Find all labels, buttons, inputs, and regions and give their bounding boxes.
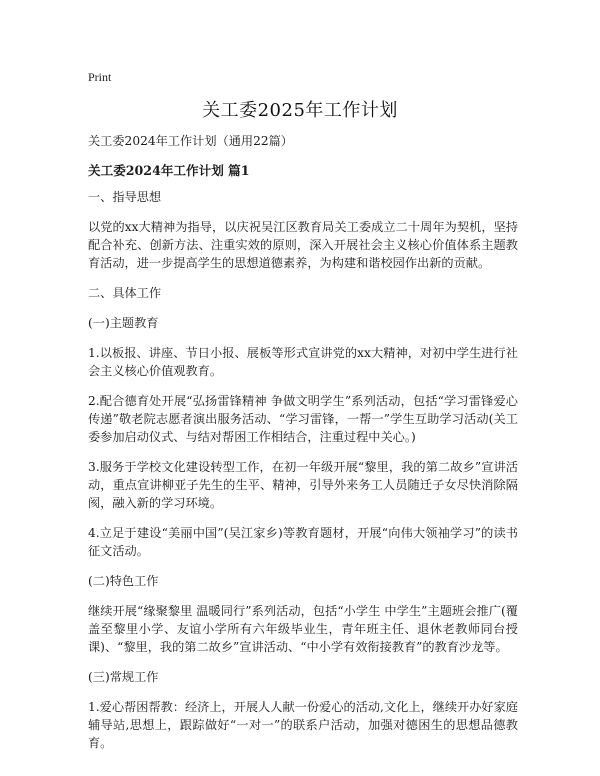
paragraph-featured-work: 继续开展“缘聚黎里 温暖同行”系列活动，包括“小学生 中学生”主题班会推广(覆盖至黎里小学、友谊小学所有六年级毕业生，青年班主任、退休老教师同台授课)、“黎里，我的第二故乡”宣讲活动、“中小学有效衔接教育”的教育沙龙等。 [88,604,518,654]
paragraph-item-3: 3.服务于学校文化建设转型工作，在初一年级开展“黎里，我的第二故乡”宣讲活动，重点宣讲柳亚子先生的生平、精神，引导外来务工人员随迁子女尽快消除隔阂，融入新的学习环境。 [88,460,518,510]
paragraph-item-4: 4.立足于建设“美丽中国”(吴江家乡)等教育题材，开展“向伟大领袖学习”的读书征文活动。 [88,526,518,558]
paragraph-routine-item-1: 1.爱心帮困帮教：经济上，开展人人献一份爱心的活动,文化上，继续开办好家庭辅导站,思想上，跟踪做好“一对一”的联系户活动，加强对德困生的思想品德教育。 [88,700,518,750]
section-heading-specific-work: 二、具体工作 [88,286,162,300]
paragraph-item-1: 1.以板报、讲座、节日小报、展板等形式宣讲党的xx大精神，对初中学生进行社会主义核心价值观教育。 [88,346,518,378]
paragraph-guiding-ideology: 以党的xx大精神为指导，以庆祝吴江区教育局关工委成立二十周年为契机，坚持配合补充、创新方法、注重实效的原则，深入开展社会主义核心价值体系主题教育活动，进一步提高学生的思想道德素养，为构建和谐校园作出新的贡献。 [88,220,518,270]
subsection-heading-featured-work: (二)特色工作 [88,574,159,588]
print-label: Print [88,70,112,84]
page-title: 关工委2025年工作计划 [202,100,398,121]
section-heading-guiding-ideology: 一、指导思想 [88,190,162,204]
subsection-heading-theme-education: (一)主题教育 [88,316,159,330]
subsection-heading-routine-work: (三)常规工作 [88,670,159,684]
document-body [88,132,518,752]
paragraph-item-2: 2.配合德育处开展“弘扬雷锋精神 争做文明学生”系列活动，包括“学习雷锋爱心传递”敬老院志愿者演出服务活动、“学习雷锋，一帮一”学生互助学习活动(关工委参加启动仪式、与结对帮困工作相结合，注重过程中关心。) [88,394,518,444]
document-subtitle: 关工委2024年工作计划（通用22篇） [88,134,293,148]
article-heading: 关工委2024年工作计划 篇1 [88,163,250,178]
